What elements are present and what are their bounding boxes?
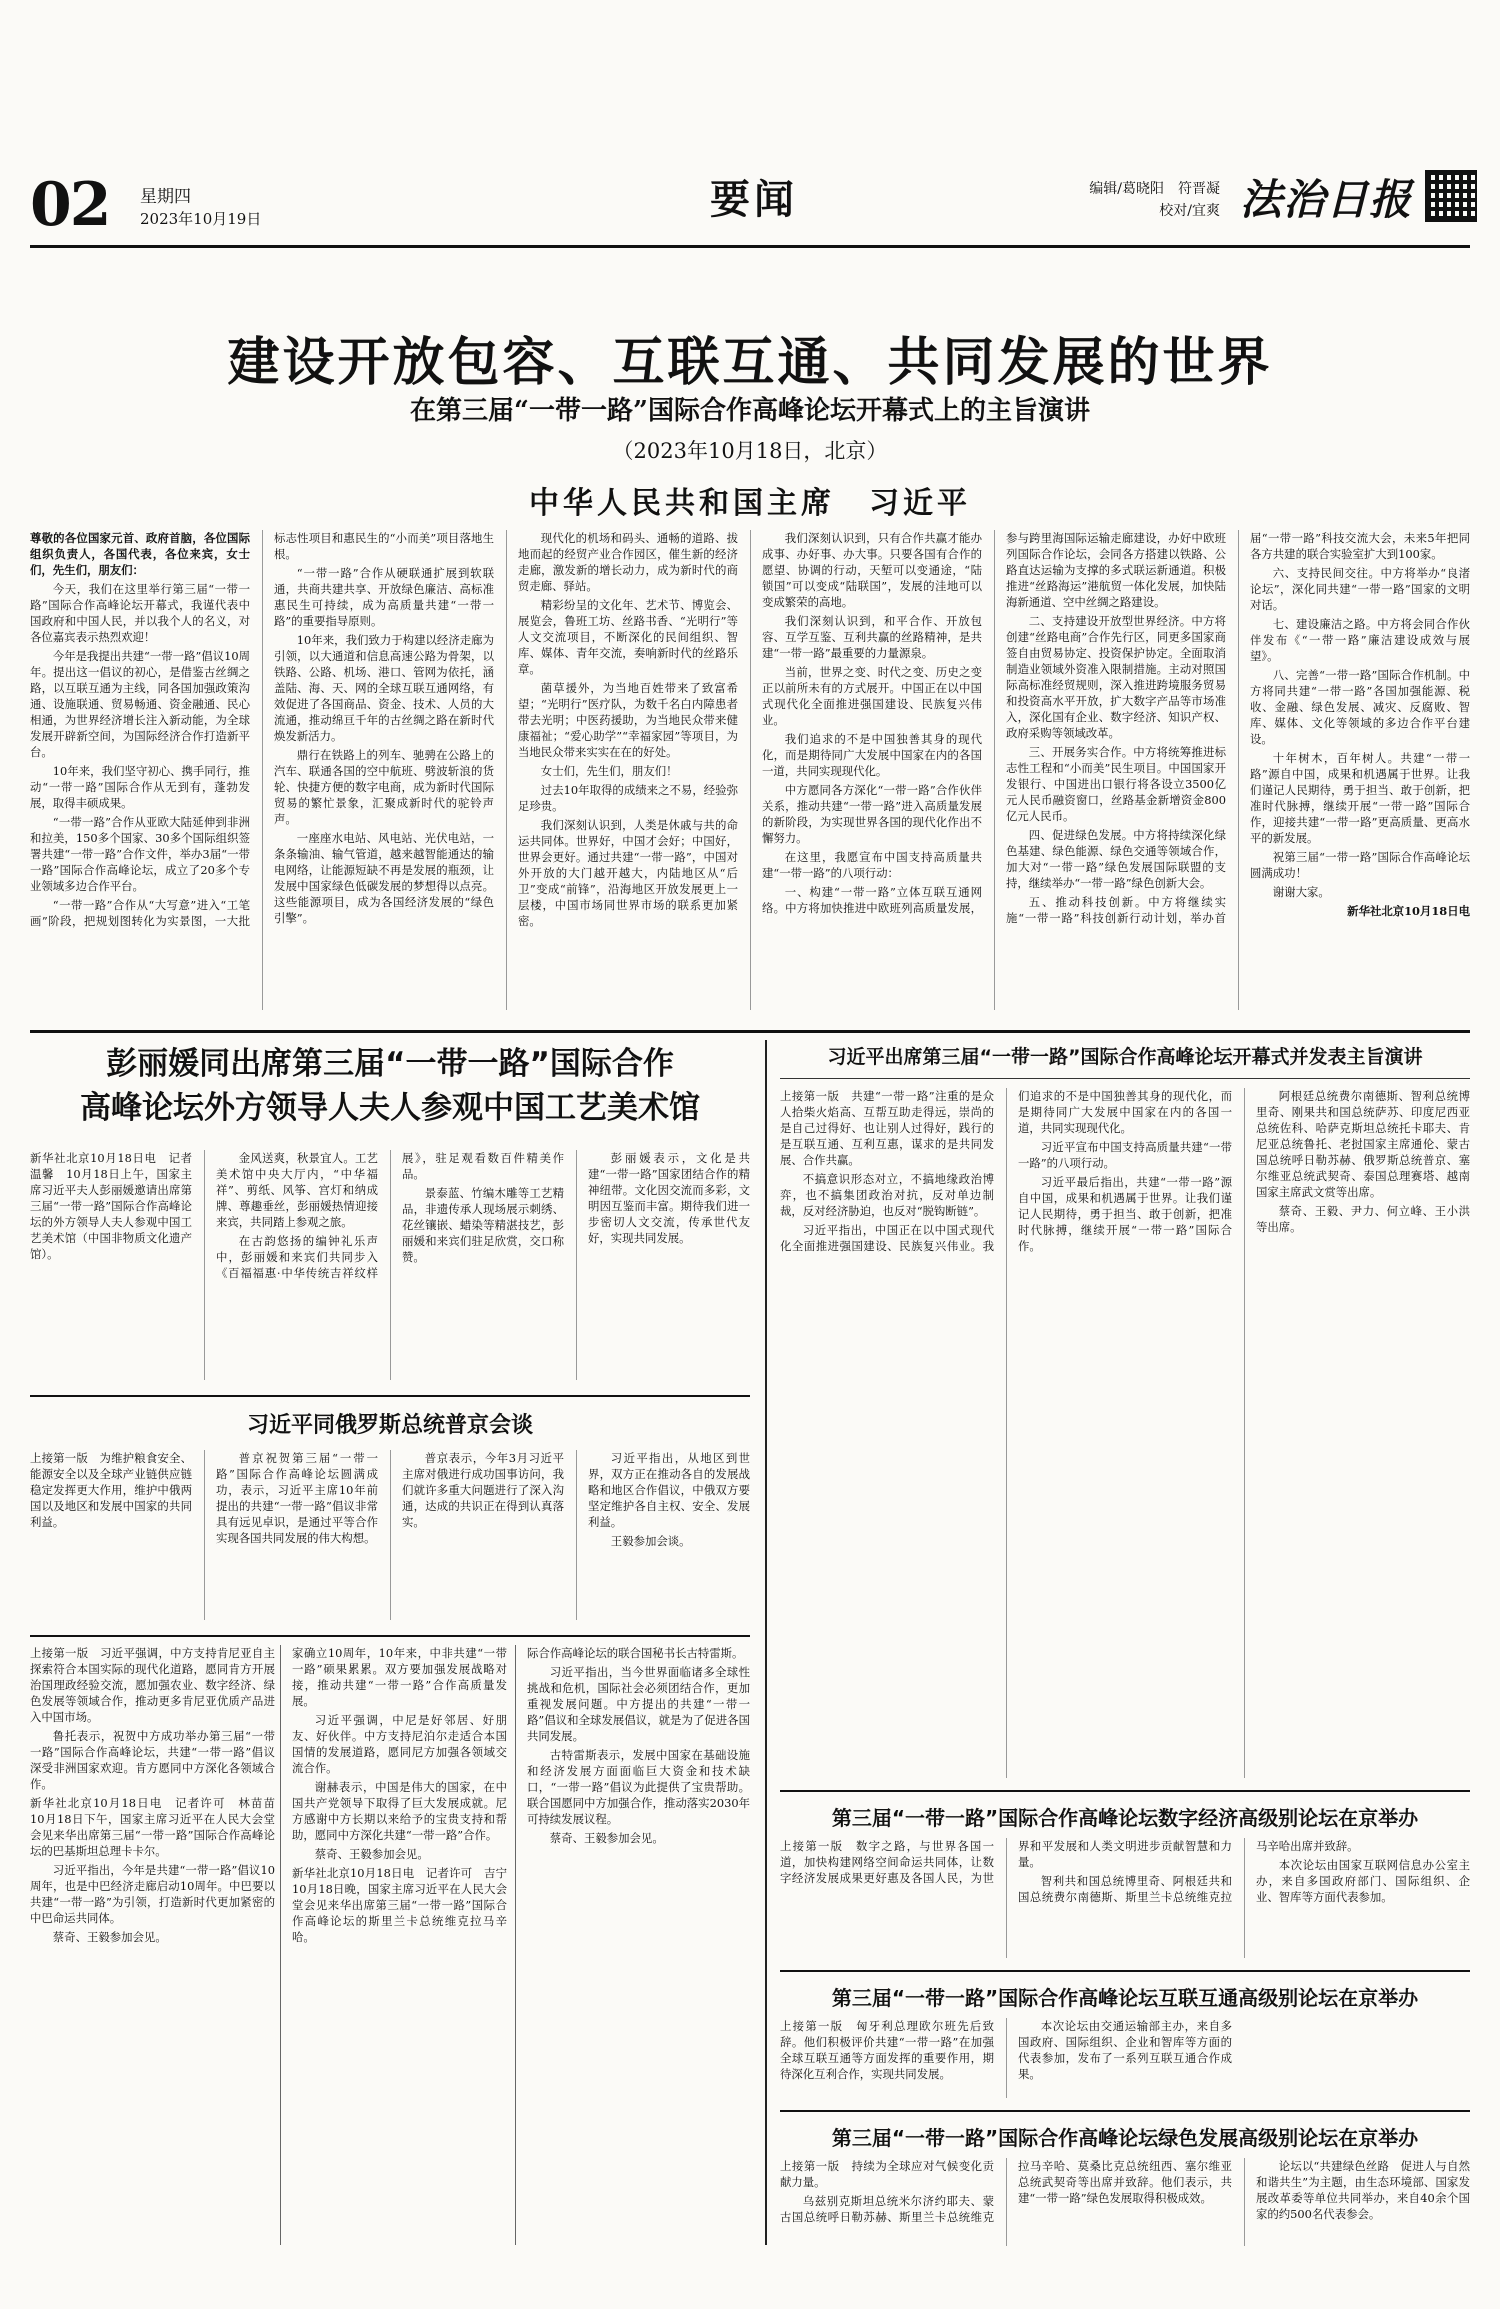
left-bottom-rule	[30, 1635, 750, 1637]
paragraph: 家确立10周年，10年来，中非共建“一带一路”硕果累累。双方要加强发展战略对接，推动共建“一带一路”合作高质量发展。	[292, 1646, 507, 1708]
paragraph: 菌草援外，为当地百姓带来了致富希望；“光明行”医疗队，为数千名白内障患者带去光明；中医药援助，为当地民众带来健康福祉；“爱心助学”“幸福家园”等项目，为当地民众带来实实在在的好处。	[518, 681, 738, 759]
issue-date: 2023年10月19日	[140, 210, 262, 228]
paragraph: 新华社北京10月18日电 记者许可 林苗苗 10月18日下午，国家主席习近平在人民大会堂会见来华出席第三届“一带一路”国际合作高峰论坛的巴基斯坦总理卡卡尔。	[30, 1796, 287, 1858]
green-forum-body	[780, 2158, 1470, 2246]
paragraph: 上接第一版 为维护粮食安全、能源安全以及全球产业链供应链稳定发挥更大作用，维护中俄两国以及地区和发展中国家的共同利益。	[30, 1451, 192, 1529]
paragraph: 习近平指出，当今世界面临诸多全球性挑战和危机，国际社会必须团结合作，更加重视发展问题。中方提出的共建“一带一路”倡议和全球发展倡议，就是为了促进各国共同发展。	[527, 1665, 750, 1743]
paragraph: 古特雷斯表示，发展中国家在基础设施和经济发展方面面临巨大资金和技术缺口，“一带一路”倡议为此提供了宝贵帮助。联合国愿同中方加强合作，推动落实2030年可持续发展议程。	[527, 1748, 750, 1826]
newspaper-page	[30, 30, 1470, 2249]
connectivity-forum-body	[780, 2018, 1470, 2098]
paragraph: 一、构建“一带一路”立体互联互通网络。中方将加快推进中欧班列高质量发展，参与跨里海国际运输走廊建设，办好中欧班列国际合作论坛，会同各方搭建以铁路、公路直达运输为支撑的多式联运新通道。积极推进“丝路海运”港航贸一体化发展，加快陆海新通道、空中丝绸之路建设。	[762, 531, 1226, 915]
peng-headline-line-1: 彭丽媛同出席第三届“一带一路”国际合作	[106, 1046, 674, 1082]
peng-article-body	[30, 1150, 750, 1380]
paragraph: 10年来，我们致力于构建以经济走廊为引领，以大通道和信息高速公路为骨架，以铁路、公路、机场、港口、管网为依托，涵盖陆、海、天、网的全球互联互通网络，有效促进了各国商品、资金、技术、人员的大流通，推动绵亘千年的古丝绸之路在新时代焕发新活力。	[274, 633, 494, 743]
lead-article-body	[30, 530, 1470, 1010]
middle-bottom-article	[292, 1645, 519, 2245]
editors-line-2: 校对/宜爽	[1159, 203, 1220, 219]
masthead-rule	[30, 245, 1470, 248]
section-title: 要闻	[710, 176, 798, 223]
paragraph: 上接第一版 数字之路，与世界各国一道，加快构建网络空间命运共同体，让数字经济发展成果更好惠及各国人民，为世界和平发展和人类文明进步贡献智慧和力量。	[780, 1839, 1232, 1885]
paragraph: 今天，我们在这里举行第三届“一带一路”国际合作高峰论坛开幕式，我谨代表中国政府和中国人民，并以我个人的名义，对各位嘉宾表示热烈欢迎！	[30, 582, 250, 644]
paragraph: 习近平指出，从地区到世界，双方正在推动各自的发展战略和地区合作倡议，中俄双方要坚定维护各自主权、安全、发展利益。	[588, 1451, 750, 1529]
paragraph: 上接第一版 持续为全球应对气候变化贡献力量。	[780, 2159, 994, 2189]
paragraph: 蔡奇、王毅参加会见。	[314, 1847, 429, 1861]
editors-credit	[1070, 178, 1220, 222]
paragraph: 不搞意识形态对立，不搞地缘政治博弈，也不搞集团政治对抗，反对单边制裁，反对经济胁迫，也反对“脱钩断链”。	[780, 1172, 994, 1218]
lead-sign: 新华社北京10月18日电	[1347, 904, 1470, 918]
paragraph: 习近平指出，今年是共建“一带一路”倡议10周年，也是中巴经济走廊启动10周年。中巴要以共建“一带一路”为引领，打造新时代更加紧密的中巴命运共同体。	[30, 1863, 275, 1925]
paragraph: 我们深刻认识到，人类是休戚与共的命运共同体。世界好，中国才会好；中国好，世界会更好。通过共建“一带一路”，中国对外开放的大门越开越大，内陆地区从“后卫”变成“前锋”，沿海地区开放发展更上一层楼，中国市场同世界市场的联系更加紧密。	[518, 818, 738, 928]
opening-article-body	[780, 1088, 1470, 1778]
green-forum-rule	[780, 2110, 1470, 2112]
paragraph: 精彩纷呈的文化年、艺术节、博览会、展览会，鲁班工坊、丝路书香、“光明行”等人文交流项目，不断深化的民间组织、智库、媒体、青年交流，奏响新时代的丝路乐章。	[518, 598, 738, 676]
paragraph: 过去10年取得的成绩来之不易，经验弥足珍贵。	[518, 783, 738, 813]
paragraph: 现代化的机场和码头、通畅的道路、拔地而起的经贸产业合作园区，催生新的经济走廊，激发新的增长动力，成为新时代的商贸走廊、驿站。	[518, 531, 738, 593]
paragraph: 景泰蓝、竹编木雕等工艺精品，非遗传承人现场展示刺绣、花丝镶嵌、蜡染等精湛技艺，彭丽媛和来宾们驻足欣赏，交口称赞。	[402, 1186, 564, 1264]
paragraph: 10年来，我们坚守初心、携手同行，推动“一带一路”国际合作从无到有，蓬勃发展，取得丰硕成果。	[30, 764, 250, 810]
paragraph: “一带一路”合作从硬联通扩展到软联通，共商共建共享、开放绿色廉洁、高标准惠民生可持续，成为高质量共建“一带一路”的重要指导原则。	[274, 566, 494, 628]
paragraph: 新华社北京10月18日电 记者温馨 10月18日上午，国家主席习近平夫人彭丽媛邀请出席第三届“一带一路”国际合作高峰论坛的外方领导人夫人参观中国工艺美术馆（中国非物质文化遗产馆）。	[30, 1151, 192, 1261]
left-bottom-article	[30, 1645, 287, 2245]
opening-rule	[780, 1078, 1470, 1079]
paragraph: 际合作高峰论坛的联合国秘书长古特雷斯。	[527, 1646, 744, 1660]
paragraph: 七、建设廉洁之路。中方将会同合作伙伴发布《“一带一路”廉洁建设成效与展望》。	[1250, 617, 1470, 663]
paragraph: 我们深刻认识到，只有合作共赢才能办成事、办好事、办大事。只要各国有合作的愿望、协调的行动，天堑可以变通途，“陆锁国”可以变成“陆联国”，发展的洼地可以变成繁荣的高地。	[762, 531, 982, 609]
paragraph: 彭丽媛表示，文化是共建“一带一路”国家团结合作的精神纽带。文化因交流而多彩，文明因互鉴而丰富。期待我们进一步密切人文交流，传承世代友好，实现共同发展。	[588, 1151, 750, 1245]
paragraph: 本次论坛由交通运输部主办，来自多国政府、国际组织、企业和智库等方面的代表参加，发布了一系列互联互通合作成果。	[1018, 2019, 1232, 2081]
weekday: 星期四	[140, 187, 191, 207]
paragraph: 习近平强调，中尼是好邻居、好朋友、好伙伴。中方支持尼泊尔走适合本国国情的发展道路，愿同尼方加强各领域交流合作。	[292, 1713, 507, 1775]
paragraph: 在古韵悠扬的编钟礼乐声中，彭丽媛和来宾们共同步入《百福福惠·中华传统吉祥纹样展》，驻足观看数百件精美作品。	[216, 1151, 564, 1280]
paragraph: 在这里，我愿宣布中国支持高质量共建“一带一路”的八项行动：	[762, 850, 982, 880]
greeting: 尊敬的各位国家元首、政府首脑，各位国际组织负责人，各国代表，各位来宾，女士们，先生们，朋友们：	[30, 531, 250, 577]
lead-dateline: （2023年10月18日，北京）	[612, 439, 888, 463]
digital-forum-body	[780, 1838, 1470, 1958]
paragraph: 祝第三届“一带一路”国际合作高峰论坛圆满成功！	[1250, 850, 1470, 880]
paragraph: 女士们，先生们，朋友们！	[540, 764, 678, 778]
paragraph: 王毅参加会谈。	[610, 1534, 691, 1548]
paragraph: 智利共和国总统博里奇、阿根廷共和国总统费尔南德斯、斯里兰卡总统维克拉马辛哈出席并致辞。	[1018, 1839, 1359, 1904]
peng-headline-line-2: 高峰论坛外方领导人夫人参观中国工艺美术馆	[80, 1090, 700, 1126]
putin-rule	[30, 1395, 750, 1397]
peng-headline	[30, 1042, 750, 1130]
paragraph: “一带一路”合作从“大写意”进入“工笔画”阶段，把规划图转化为实景图，一大批标志性项目和惠民生的“小而美”项目落地生根。	[30, 531, 494, 928]
paragraph: 鲁托表示，祝贺中方成功举办第三届“一带一路”国际合作高峰论坛，共建“一带一路”倡议深受非洲国家欢迎。肯方愿同中方深化各领域合作。	[30, 1729, 275, 1791]
paragraph: 谢谢大家。	[1272, 885, 1330, 899]
paragraph: 中方愿同各方深化“一带一路”合作伙伴关系，推动共建“一带一路”进入高质量发展的新阶段，为实现世界各国的现代化作出不懈努力。	[762, 783, 982, 845]
paragraph: 金风送爽，秋景宜人。工艺美术馆中央大厅内，“中华福祥”、剪纸、风筝、宫灯和纳成牌、尊趣垂丝，彭丽媛热情迎接来宾，共同踏上参观之旅。	[216, 1151, 378, 1229]
opening-headline: 习近平出席第三届“一带一路”国际合作高峰论坛开幕式并发表主旨演讲	[827, 1046, 1423, 1068]
digital-forum-headline: 第三届“一带一路”国际合作高峰论坛数字经济高级别论坛在京举办	[831, 1806, 1419, 1830]
paragraph: 本次论坛由国家互联网信息办公室主办，来自多国政府部门、国际组织、企业、智库等方面代表参加。	[1256, 1858, 1470, 1904]
lead-headline: 建设开放包容、互联互通、共同发展的世界	[227, 333, 1273, 393]
paragraph: 普京表示，今年3月习近平主席对俄进行成功国事访问，我们就许多重大问题进行了深入沟通，达成的共识正在得到认真落实。	[402, 1451, 564, 1529]
paragraph: “一带一路”合作从亚欧大陆延伸到非洲和拉美，150多个国家、30多个国际组织签署共建“一带一路”合作文件，举办3届“一带一路”国际合作高峰论坛，成立了20多个专业领域多边合作平台。	[30, 815, 250, 893]
paragraph: 我们深刻认识到，和平合作、开放包容、互学互鉴、互利共赢的丝路精神，是共建“一带一路”最重要的力量源泉。	[762, 614, 982, 660]
paragraph: 八、完善“一带一路”国际合作机制。中方将同共建“一带一路”各国加强能源、税收、金融、绿色发展、减灾、反腐败、智库、媒体、文化等领域的多边合作平台建设。	[1250, 668, 1470, 746]
putin-article-body	[30, 1450, 750, 1620]
paragraph: 当前，世界之变、时代之变、历史之变正以前所未有的方式展开。中国正在以中国式现代化全面推进强国建设、民族复兴伟业。	[762, 665, 982, 727]
section-rule	[30, 1030, 1470, 1033]
paragraph: 二、支持建设开放型世界经济。中方将创建“丝路电商”合作先行区，同更多国家商签自由贸易协定、投资保护协定。全面取消制造业领域外资准入限制措施。主动对照国际高标准经贸规则，深入推进跨境服务贸易和投资高水平开放，扩大数字产品等市场准入，深化国有企业、数字经济、知识产权、政府采购等领域改革。	[1006, 614, 1226, 740]
paragraph: 五、推动科技创新。中方将继续实施“一带一路”科技创新行动计划，举办首届“一带一路”科技交流大会，未来5年把同各方共建的联合实验室扩大到100家。	[1006, 531, 1470, 925]
connectivity-forum-rule	[780, 1970, 1470, 1972]
column-divider	[515, 1645, 516, 2245]
paragraph: 三、开展务实合作。中方将统筹推进标志性工程和“小而美”民生项目。中国国家开发银行、中国进出口银行将各设立3500亿元人民币融资窗口，丝路基金新增资金800亿元人民币。	[1006, 745, 1226, 823]
middle-bottom-article-2	[527, 1645, 750, 2245]
paragraph: 上接第一版 匈牙利总理欧尔班先后致辞。他们积极评价共建“一带一路”在加强全球互联互通等方面发挥的重要作用，期待深化互利合作，实现共同发展。	[780, 2019, 994, 2081]
paragraph: 习近平宣布中国支持高质量共建“一带一路”的八项行动。	[1018, 1140, 1232, 1170]
lead-author: 中华人民共和国主席 习近平	[529, 486, 971, 521]
paragraph: 论坛以“共建绿色丝路 促进人与自然和谐共生”为主题，由生态环境部、国家发展改革委等单位共同举办，来自40余个国家的约500名代表参会。	[1256, 2159, 1470, 2221]
digital-forum-rule	[780, 1790, 1470, 1792]
paragraph: 今年是我提出共建“一带一路”倡议10周年。提出这一倡议的初心，是借鉴古丝绸之路，以互联互通为主线，同各国加强政策沟通、设施联通、贸易畅通、资金融通、民心相通，为世界经济增长注入新动能，为全球发展开辟新空间，为国际经济合作打造新平台。	[30, 649, 250, 759]
paragraph: 乌兹别克斯坦总统米尔济约耶夫、蒙古国总统呼日勒苏赫、斯里兰卡总统维克拉马辛哈、莫桑比克总统纽西、塞尔维亚总统武契奇等出席并致辞。他们表示，共建“一带一路”绿色发展取得积极成效。	[780, 2159, 1232, 2224]
paragraph: 鼎行在铁路上的列车、驰骋在公路上的汽车、联通各国的空中航班、劈波斩浪的货轮、快捷方便的数字电商，成为新时代国际贸易的繁忙景象，汇聚成新时代的驼铃声声。	[274, 748, 494, 826]
green-forum-headline: 第三届“一带一路”国际合作高峰论坛绿色发展高级别论坛在京举办	[831, 2126, 1419, 2150]
paragraph: 蔡奇、王毅参加会见。	[52, 1930, 167, 1944]
qr-code-icon	[1425, 170, 1477, 222]
paragraph: 习近平指出，中国正在以中国式现代化全面推进强国建设、民族复兴伟业。我们追求的不是中国独善其身的现代化，而是期待同广大发展中国家在内的各国一道，共同实现现代化。	[780, 1089, 1232, 1253]
paragraph: 谢赫表示，中国是伟大的国家，在中国共产党领导下取得了巨大发展成就。尼方感谢中方长期以来给予的宝贵支持和帮助，愿同中方深化共建“一带一路”合作。	[292, 1780, 507, 1842]
paragraph: 一座座水电站、风电站、光伏电站，一条条输油、输气管道，越来越智能通达的输电网络，让能源短缺不再是发展的瓶颈，让发展中国家绿色低碳发展的梦想得以点亮。这些能源项目，成为各国经济发展的“绿色引擎”。	[274, 831, 494, 925]
paragraph: 新华社北京10月18日电 记者许可 吉宁 10月18日晚，国家主席习近平在人民大会堂会见来华出席第三届“一带一路”国际合作高峰论坛的斯里兰卡总统维克拉马辛哈。	[292, 1866, 519, 1944]
connectivity-forum-headline: 第三届“一带一路”国际合作高峰论坛互联互通高级别论坛在京举办	[831, 1986, 1419, 2010]
paper-name: 法治日报	[1240, 175, 1413, 224]
paragraph: 十年树木，百年树人。共建“一带一路”源自中国，成果和机遇属于世界。让我们谨记人民期待，勇于担当、敢于创新，把准时代脉搏，继续开展“一带一路”国际合作，迎接共建“一带一路”更高质量、更高水平的新发展。	[1250, 751, 1470, 845]
page-number: 02	[30, 170, 110, 240]
putin-headline: 习近平同俄罗斯总统普京会谈	[246, 1413, 533, 1438]
paragraph: 普京祝贺第三届“一带一路”国际合作高峰论坛圆满成功，表示，习近平主席10年前提出的共建“一带一路”倡议非常具有远见卓识，是通过平等合作实现各国共同发展的伟大构想。	[216, 1451, 378, 1545]
editors-line-1: 编辑/葛晓阳 符晋凝	[1089, 181, 1220, 197]
column-divider	[280, 1645, 281, 2245]
paragraph: 我们追求的不是中国独善其身的现代化，而是期待同广大发展中国家在内的各国一道，共同实现现代化。	[762, 732, 982, 778]
paragraph: 六、支持民间交往。中方将举办“良渚论坛”，深化同共建“一带一路”国家的文明对话。	[1250, 566, 1470, 612]
paragraph: 蔡奇、王毅参加会见。	[549, 1831, 664, 1845]
lead-subheadline: 在第三届“一带一路”国际合作高峰论坛开幕式上的主旨演讲	[410, 396, 1090, 426]
page-column-divider	[765, 1040, 767, 2245]
paragraph: 上接第一版 共建“一带一路”注重的是众人拾柴火焰高、互帮互助走得远，崇尚的是自己过得好、也让别人过得好，践行的是互联互通、互利互惠，谋求的是共同发展、合作共赢。	[780, 1089, 994, 1167]
paragraph: 习近平最后指出，共建“一带一路”源自中国，成果和机遇属于世界。让我们谨记人民期待，勇于担当、敢于创新，把准时代脉搏，继续开展“一带一路”国际合作。	[1018, 1175, 1232, 1253]
paragraph: 四、促进绿色发展。中方将持续深化绿色基建、绿色能源、绿色交通等领域合作，加大对“一带一路”绿色发展国际联盟的支持，继续举办“一带一路”绿色创新大会。	[1006, 828, 1226, 890]
paragraph: 阿根廷总统费尔南德斯、智利总统博里奇、刚果共和国总统萨苏、印度尼西亚总统佐科、哈萨克斯坦总统托卡耶夫、肯尼亚总统鲁托、老挝国家主席通伦、蒙古国总统呼日勒苏赫、俄罗斯总统普京、塞尔维亚总统武契奇、泰国总理赛塔、越南国家主席武文赏等出席。	[1256, 1089, 1470, 1199]
paragraph: 蔡奇、王毅、尹力、何立峰、王小洪等出席。	[1256, 1204, 1470, 1234]
paragraph: 上接第一版 习近平强调，中方支持肯尼亚自主探索符合本国实际的现代化道路，愿同肯方开展治国理政经验交流，愿加强农业、数字经济、绿色发展等领域合作，推动更多肯尼亚优质产品进入中国市场。	[30, 1646, 275, 1724]
